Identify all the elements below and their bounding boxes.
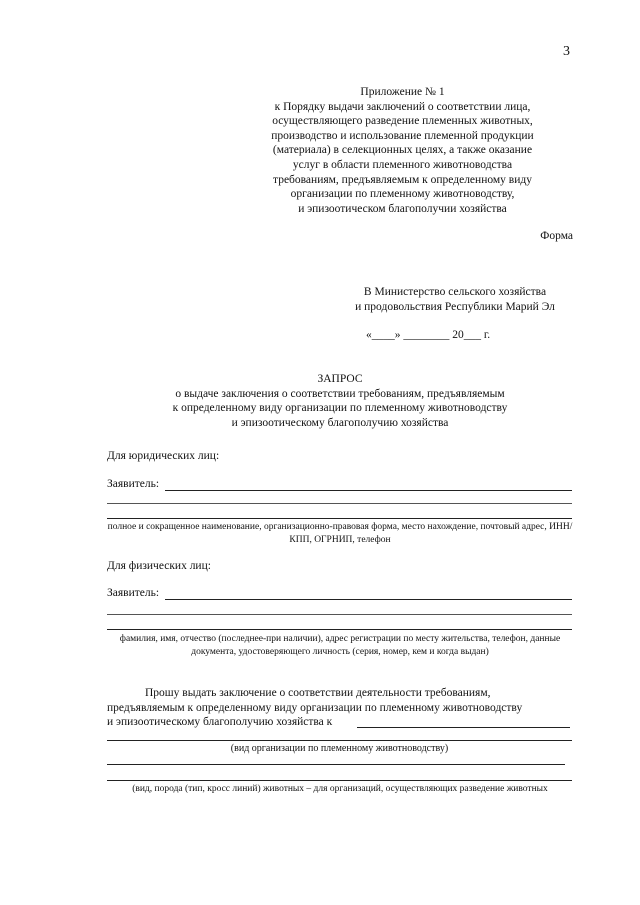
form-label: Форма bbox=[540, 230, 573, 242]
request-text-line-3: и эпизоотическому благополучию хозяйства к bbox=[107, 716, 333, 728]
request-paragraph bbox=[107, 686, 575, 730]
appendix-line: к Порядку выдачи заключений о соответствии лица, bbox=[274, 100, 531, 113]
breed-input-line[interactable] bbox=[107, 764, 565, 765]
addressee-block bbox=[300, 285, 610, 314]
addressee-line-2: и продовольствия Республики Марий Эл bbox=[355, 300, 555, 313]
legal-applicant-label: Заявитель: bbox=[107, 478, 160, 490]
farm-name-input-line[interactable] bbox=[357, 727, 570, 728]
individuals-heading: Для физических лиц: bbox=[107, 560, 211, 572]
request-text-line-2: предъявляемым к определенному виду организации по племенному животноводству bbox=[107, 701, 523, 714]
individual-applicant-input-line-3[interactable] bbox=[107, 629, 572, 630]
individual-applicant-input-line-2[interactable] bbox=[107, 614, 572, 615]
breed-hint: (вид, порода (тип, кросс линий) животных – для организаций, осуществляющих разведение животных bbox=[132, 784, 548, 794]
page-number: 3 bbox=[563, 44, 570, 59]
org-type-hint: (вид организации по племенному животноводству) bbox=[230, 743, 449, 754]
appendix-line: осуществляющего разведение племенных животных, bbox=[272, 115, 533, 128]
legal-entities-heading: Для юридических лиц: bbox=[107, 450, 220, 462]
appendix-line: организации по племенному животноводству, bbox=[290, 188, 515, 201]
legal-applicant-input-line-3[interactable] bbox=[107, 518, 572, 519]
appendix-line: Приложение № 1 bbox=[360, 86, 445, 98]
individual-applicant-label: Заявитель: bbox=[107, 587, 160, 599]
request-title-block bbox=[110, 372, 570, 430]
request-subtitle-line: о выдаче заключения о соответствии требованиям, предъявляемым bbox=[175, 387, 505, 400]
request-subtitle-line: и эпизоотическому благополучию хозяйства bbox=[231, 416, 449, 429]
appendix-line: (материала) в селекционных целях, а также оказание bbox=[272, 144, 533, 157]
legal-applicant-input-line-2[interactable] bbox=[107, 503, 572, 504]
appendix-line: услуг в области племенного животноводства bbox=[292, 158, 513, 171]
request-text-line-1: Прошу выдать заключение о соответствии деятельности требованиям, bbox=[145, 687, 491, 699]
org-type-input-line[interactable] bbox=[107, 740, 572, 741]
breed-input-line-2[interactable] bbox=[107, 780, 572, 781]
individual-applicant-hint: фамилия, имя, отчество (последнее-при наличии), адрес регистрации по месту жительства, телефон, данные документа, удостоверяющего личность (серия, номер, кем и когда выдан) bbox=[119, 634, 561, 657]
addressee-line-1: В Министерство сельского хозяйства bbox=[363, 286, 547, 298]
appendix-line: требованиям, предъявляемым к определенному виду bbox=[273, 173, 532, 186]
request-title: ЗАПРОС bbox=[317, 373, 363, 385]
legal-applicant-hint: полное и сокращенное наименование, организационно-правовая форма, место нахождение, почтовый адрес, ИНН/КПП, ОГРНИП, телефон bbox=[107, 522, 573, 545]
appendix-line: и эпизоотическом благополучии хозяйства bbox=[298, 202, 507, 215]
appendix-line: производство и использование племенной продукции bbox=[271, 129, 534, 142]
request-subtitle-line: к определенному виду организации по племенному животноводству bbox=[172, 402, 508, 414]
legal-applicant-input-line[interactable] bbox=[165, 490, 572, 491]
individual-applicant-input-line[interactable] bbox=[165, 599, 572, 600]
appendix-header bbox=[230, 85, 575, 216]
date-field[interactable]: «____» ________ 20___ г. bbox=[366, 329, 491, 341]
